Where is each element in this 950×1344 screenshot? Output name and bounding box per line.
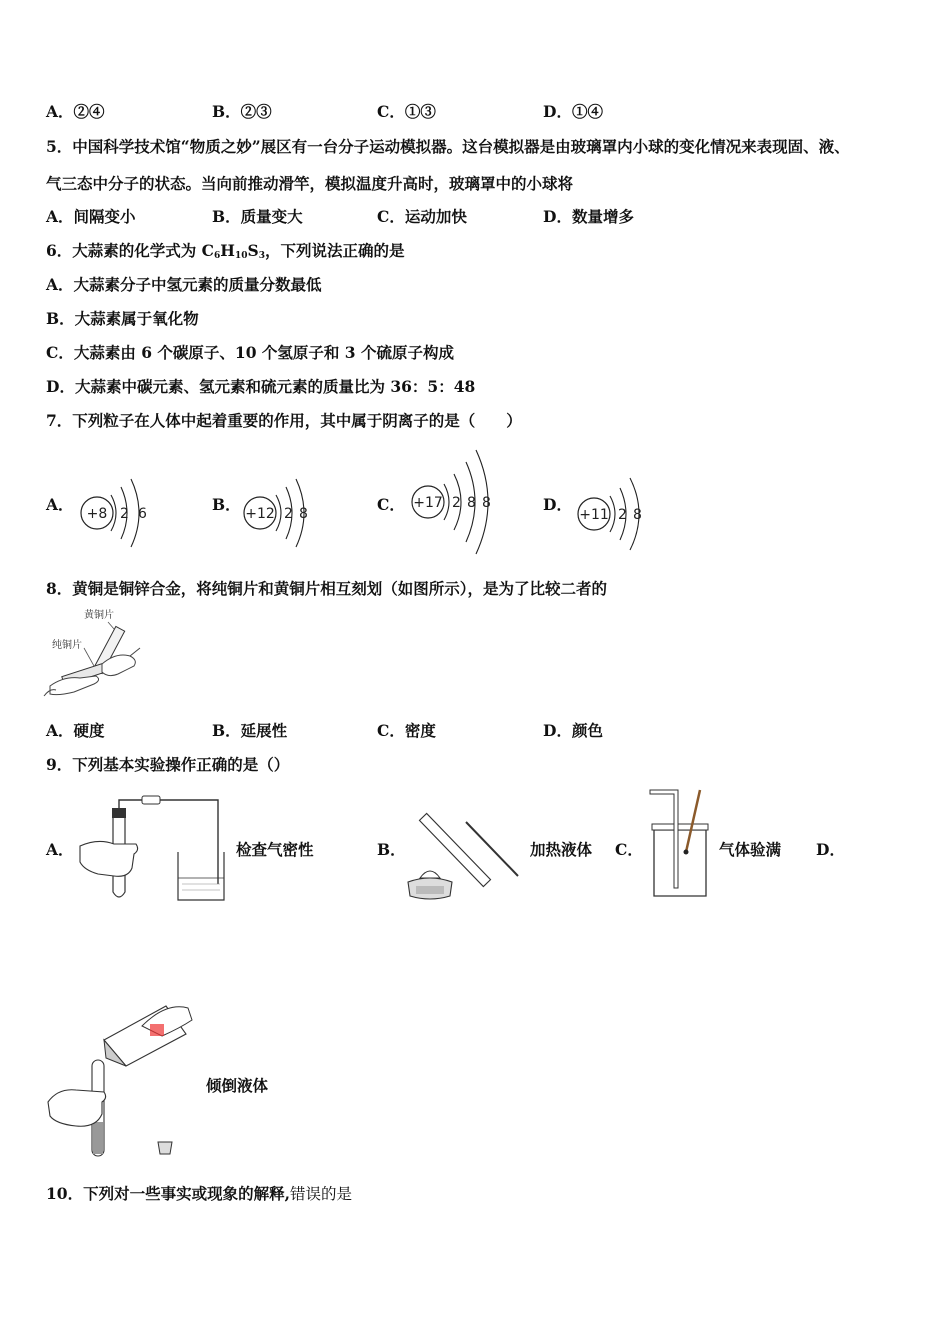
q9-text-d: 倾倒液体 bbox=[206, 1076, 269, 1095]
metal-scratch-figure bbox=[44, 604, 144, 702]
q9-stem: 9．下列基本实验操作正确的是（） bbox=[46, 755, 290, 774]
q4-option-d: D．①④ bbox=[543, 102, 603, 121]
q4-option-c: C．①③ bbox=[377, 102, 436, 121]
q6-option-a: A．大蒜素分子中氢元素的质量分数最低 bbox=[46, 275, 322, 294]
q9-label-c: C． bbox=[615, 840, 643, 859]
q4-option-b: B．②③ bbox=[212, 102, 272, 121]
q5-option-b: B．质量变大 bbox=[212, 207, 303, 226]
nucleus-a: +8 bbox=[86, 506, 108, 522]
pour-liquid-figure bbox=[46, 992, 196, 1162]
shell2-c: 8 bbox=[467, 495, 476, 511]
q8-option-d: D．颜色 bbox=[543, 721, 603, 740]
airtightness-check-figure bbox=[78, 792, 228, 904]
q6-option-d: D．大蒜素中碳元素、氢元素和硫元素的质量比为 36：5：48 bbox=[46, 377, 476, 396]
q7-label-a: A． bbox=[46, 495, 74, 514]
atom-diagram-b bbox=[238, 465, 328, 555]
atom-diagram-c bbox=[406, 448, 506, 558]
q4-option-a: A．②④ bbox=[46, 102, 105, 121]
q6-option-b: B．大蒜素属于氧化物 bbox=[46, 309, 199, 328]
q8-stem: 8．黄铜是铜锌合金，将纯铜片和黄铜片相互刻划（如图所示），是为了比较二者的 bbox=[46, 579, 608, 598]
shell2-b: 8 bbox=[299, 506, 308, 522]
q8-option-b: B．延展性 bbox=[212, 721, 288, 740]
q7-label-c: C． bbox=[377, 495, 405, 514]
shell1-a: 2 bbox=[120, 506, 129, 522]
q9-text-b: 加热液体 bbox=[530, 840, 593, 859]
q7-stem: 7．下列粒子在人体中起着重要的作用，其中属于阴离子的是（ ） bbox=[46, 411, 522, 430]
q5-option-c: C．运动加快 bbox=[377, 207, 467, 226]
shell2-a: 6 bbox=[138, 506, 147, 522]
nucleus-b: +12 bbox=[245, 506, 275, 522]
nucleus-c: +17 bbox=[413, 495, 443, 511]
q5-stem-line1: 5．中国科学技术馆“物质之妙”展区有一台分子运动模拟器。这台模拟器是由玻璃罩内小球的变化情况来表现固、液、 bbox=[46, 137, 850, 156]
q7-label-d: D． bbox=[543, 495, 572, 514]
q10-stem: 10．下列对一些事实或现象的解释,错误的是 bbox=[46, 1184, 352, 1203]
q6-stem: 6．大蒜素的化学式为 $C_6H_{10}S_3$，下列说法正确的是 bbox=[46, 241, 405, 261]
q5-option-a: A．间隔变小 bbox=[46, 207, 136, 226]
q7-label-b: B． bbox=[212, 495, 241, 514]
q9-label-d: D． bbox=[816, 840, 845, 859]
shell1-c: 2 bbox=[452, 495, 461, 511]
q8-option-c: C．密度 bbox=[377, 721, 436, 740]
shell1-b: 2 bbox=[284, 506, 293, 522]
atom-diagram-a bbox=[75, 465, 165, 555]
copper-label: 纯铜片 bbox=[52, 640, 82, 651]
shell3-c: 8 bbox=[482, 495, 491, 511]
shell1-d: 2 bbox=[618, 507, 627, 523]
q9-label-b: B． bbox=[377, 840, 406, 859]
q8-option-a: A．硬度 bbox=[46, 721, 105, 740]
q9-label-a: A． bbox=[46, 840, 74, 859]
brass-label: 黄铜片 bbox=[84, 610, 114, 621]
atom-diagram-d bbox=[572, 468, 662, 558]
q5-stem-line2: 气三态中分子的状态。当向前推动滑竿，模拟温度升高时，玻璃罩中的小球将 bbox=[46, 174, 574, 193]
q9-text-a: 检查气密性 bbox=[236, 840, 314, 859]
q9-text-c: 气体验满 bbox=[719, 840, 782, 859]
gas-full-check-figure bbox=[648, 788, 714, 902]
shell2-d: 8 bbox=[633, 507, 642, 523]
nucleus-d: +11 bbox=[579, 507, 609, 523]
q6-option-c: C．大蒜素由 6 个碳原子、10 个氢原子和 3 个硫原子构成 bbox=[46, 343, 454, 362]
heating-liquid-figure bbox=[402, 800, 522, 904]
q5-option-d: D．数量增多 bbox=[543, 207, 634, 226]
